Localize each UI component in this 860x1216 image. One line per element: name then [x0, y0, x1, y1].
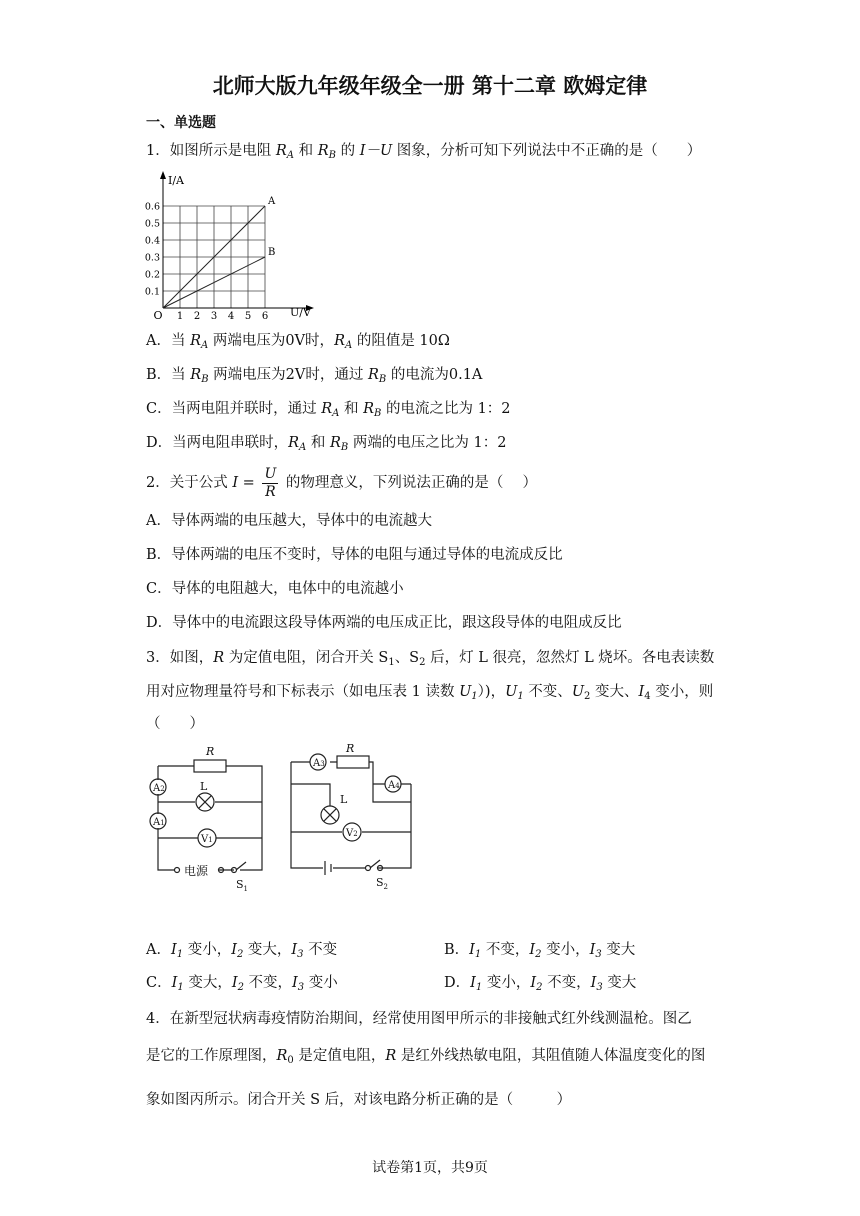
q1-option-b: B．当 $R_B$ 两端电压为2V时，通过 $R_B$ 的电流为0.1A [146, 367, 483, 385]
svg-text:S2: $S_2$ [376, 876, 389, 891]
svg-text:A2: A2 [153, 783, 165, 794]
question-1-stem: 1．如图所示是电阻 $R_A$ 和 $R_B$ 的 I－U 图象，分析可知下列说法中不正确的是（ ） [146, 143, 702, 161]
q2-option-d: D．导体中的电流跟这段导体两端的电压成正比，跟这段导体的电阻成反比 [146, 615, 622, 631]
y-tick-label: 0.6 [144, 201, 160, 213]
question-4-line-1: 4．在新型冠状病毒疫情防治期间，经常使用图甲所示的非接触式红外线测温枪。图乙 [146, 1011, 692, 1027]
series-label-B: B [268, 247, 276, 258]
y-tick-label: 0.1 [144, 286, 160, 298]
svg-text:V1: V1 [201, 834, 213, 845]
question-3-line-2: 用对应物理量符号和下标表示（如电压表 1 读数 $U_1$）)，$U_1$ 不变、$U_2$ 变大、$I_4$ 变小，则 [146, 684, 714, 702]
circuit-diagrams [140, 740, 430, 900]
svg-text:电源: 电源 [184, 864, 209, 878]
iu-chart [140, 168, 320, 320]
right-resistor [337, 756, 369, 768]
switch-s1 [236, 862, 246, 870]
series-label-A: A [268, 196, 276, 207]
y-tick-label: 0.4 [144, 235, 160, 247]
q3-option-a: A．$I_1$ 变小，$I_2$ 变大，$I_3$ 不变 [146, 942, 338, 960]
question-3-line-3: （ ） [146, 716, 204, 732]
left-circuit-wires [158, 766, 262, 870]
q2-option-a: A．导体两端的电压越大，导体中的电流越大 [146, 513, 432, 529]
q1-option-c: C．当两电阻并联时，通过 $R_A$ 和 $R_B$ 的电流之比为 1：2 [146, 401, 511, 419]
q1-option-a: A．当 $R_A$ 两端电压为0V时，$R_A$ 的阻值是 10Ω [146, 333, 450, 351]
q2-option-b: B．导体两端的电压不变时，导体的电阻与通过导体的电流成反比 [146, 547, 563, 563]
q3-option-c: C．$I_1$ 变大，$I_2$ 不变，$I_3$ 变小 [146, 975, 338, 993]
y-tick-label: 0.5 [144, 218, 160, 230]
x-tick-label: 2 [193, 311, 201, 320]
page-footer: 试卷第1页，共9页 [372, 1160, 488, 1176]
ohm-law-fraction: $\frac{U}{R}$ [264, 465, 277, 500]
x-tick-label: 6 [261, 311, 269, 320]
svg-text:A1: A1 [153, 817, 165, 828]
y-axis-label: I/A [168, 174, 184, 187]
x-tick-label: 3 [210, 311, 218, 320]
x-tick-label: 5 [244, 311, 252, 320]
question-4-line-2: 是它的工作原理图，$R_0$ 是定值电阻，R 是红外线热敏电阻，其阻值随人体温度变化的图 [146, 1048, 706, 1066]
svg-text:L: L [340, 793, 348, 806]
question-4-line-3: 象如图丙所示。闭合开关 S 后，对该电路分析正确的是（ ） [146, 1092, 572, 1108]
y-tick-label: 0.3 [144, 252, 160, 264]
x-tick-label: 4 [227, 311, 235, 320]
svg-text:R: R [346, 742, 355, 755]
section-heading: 一、单选题 [146, 115, 216, 131]
svg-text:A4: A4 [388, 780, 400, 791]
svg-text:A3: A3 [313, 758, 325, 769]
svg-text:L: L [200, 780, 208, 793]
svg-text:R: R [206, 745, 215, 758]
q1-option-d: D．当两电阻串联时，$R_A$ 和 $R_B$ 两端的电压之比为 1：2 [146, 435, 507, 453]
q2-option-c: C．导体的电阻越大，电体中的电流越小 [146, 581, 404, 597]
x-axis-label: U/V [290, 306, 311, 319]
y-axis-arrow [160, 171, 166, 179]
page-title: 北师大版九年级年级全一册 第十二章 欧姆定律 [212, 74, 648, 98]
question-2-stem: 2．关于公式 I = $\frac{U}{R}$ 的物理意义，下列说法正确的是（ ） [146, 465, 537, 500]
battery [325, 861, 331, 875]
left-resistor [194, 760, 226, 772]
svg-text:S1: $S_1$ [236, 878, 249, 893]
y-tick-label: 0.2 [144, 269, 160, 281]
q3-option-d: D．$I_1$ 变小，$I_2$ 不变，$I_3$ 变大 [444, 975, 637, 993]
x-tick-label: 1 [176, 311, 184, 320]
svg-text:V2: V2 [346, 828, 358, 839]
right-circuit-wires [291, 762, 411, 868]
origin-label: O [153, 309, 163, 320]
question-3-line-1: 3．如图，R 为定值电阻，闭合开关 $S_1$、$S_2$ 后，灯 L 很亮，忽然灯 L 烧坏。各电表读数 [146, 650, 715, 668]
q3-option-b: B．$I_1$ 不变，$I_2$ 变小，$I_3$ 变大 [444, 942, 636, 960]
